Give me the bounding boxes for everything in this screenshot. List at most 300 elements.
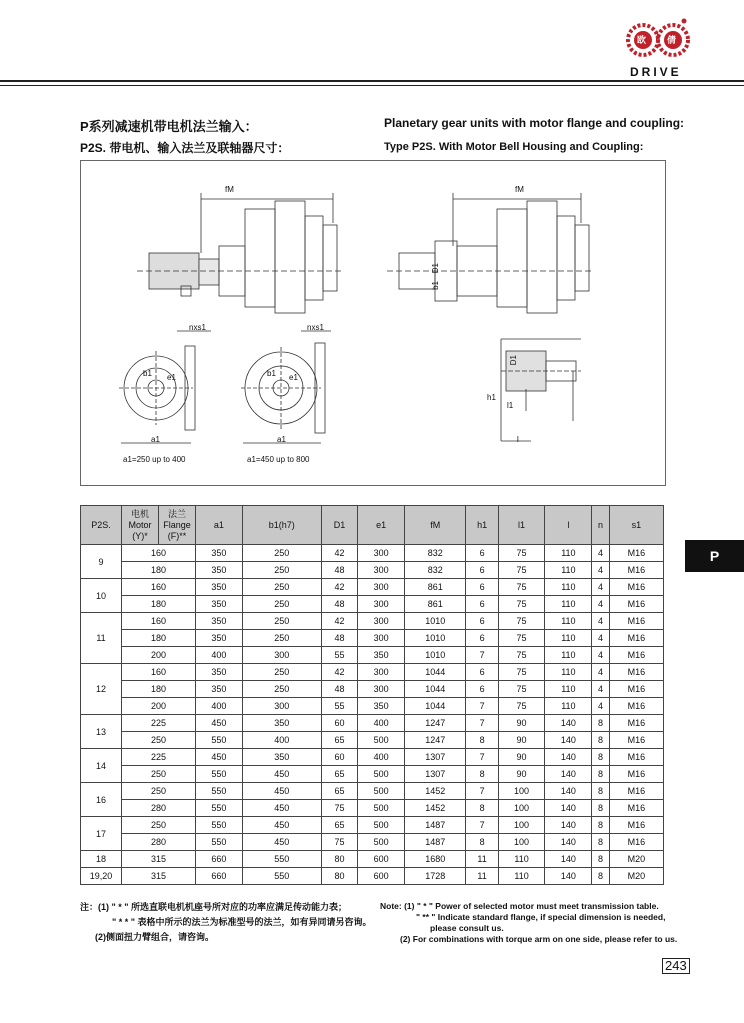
header-flange-cn: 法兰: [167, 508, 186, 519]
cell-motor: 250: [122, 732, 196, 749]
cell-s1: M16: [609, 749, 663, 766]
dim-D1-detail: D1: [509, 355, 518, 366]
cell-l1: 100: [498, 800, 545, 817]
cell-motor: 315: [122, 868, 196, 885]
cell-e1: 500: [358, 732, 405, 749]
cell-h1: 8: [466, 732, 498, 749]
section-tab: P: [685, 540, 744, 572]
cell-s1: M16: [609, 732, 663, 749]
cell-size: 13: [81, 715, 122, 749]
caption-large-flange: a1=450 up to 800: [247, 455, 310, 464]
cell-D1: 42: [321, 545, 358, 562]
cell-l: 140: [545, 834, 592, 851]
header-s1: s1: [609, 506, 663, 545]
cell-h1: 8: [466, 834, 498, 851]
logo-badge-right: 倩: [667, 35, 677, 45]
cell-n: 8: [592, 732, 610, 749]
cell-fM: 832: [405, 545, 466, 562]
cell-motor: 180: [122, 596, 196, 613]
cell-b1: 450: [242, 800, 321, 817]
cell-fM: 861: [405, 596, 466, 613]
cell-a1: 350: [196, 596, 243, 613]
cell-D1: 48: [321, 562, 358, 579]
cell-e1: 500: [358, 783, 405, 800]
note-en-3: please consult us.: [430, 923, 504, 933]
cell-l: 110: [545, 698, 592, 715]
right-assembly-drawing: [387, 193, 593, 313]
cell-a1: 550: [196, 817, 243, 834]
cell-s1: M16: [609, 664, 663, 681]
cell-fM: 1010: [405, 647, 466, 664]
cell-a1: 400: [196, 647, 243, 664]
drawing-figure: [80, 160, 666, 486]
cell-e1: 500: [358, 800, 405, 817]
cell-a1: 550: [196, 800, 243, 817]
cell-l1: 75: [498, 647, 545, 664]
brand-logo: [626, 14, 690, 66]
header-rule-bottom: [0, 85, 744, 86]
cell-h1: 7: [466, 698, 498, 715]
table-row: [81, 664, 664, 681]
cell-D1: 60: [321, 715, 358, 732]
cell-motor: 160: [122, 613, 196, 630]
cell-motor: 180: [122, 630, 196, 647]
cell-h1: 6: [466, 562, 498, 579]
cell-e1: 500: [358, 834, 405, 851]
cell-l: 110: [545, 579, 592, 596]
cell-b1: 250: [242, 562, 321, 579]
cell-n: 4: [592, 562, 610, 579]
cell-b1: 250: [242, 545, 321, 562]
header-l: l: [545, 506, 592, 545]
cell-h1: 7: [466, 817, 498, 834]
cell-size: 18: [81, 851, 122, 868]
cell-n: 8: [592, 834, 610, 851]
cell-l: 140: [545, 766, 592, 783]
cell-b1: 250: [242, 681, 321, 698]
cell-h1: 11: [466, 868, 498, 885]
cell-h1: 7: [466, 715, 498, 732]
cell-fM: 1247: [405, 732, 466, 749]
cell-n: 8: [592, 800, 610, 817]
cell-h1: 6: [466, 545, 498, 562]
cell-l: 140: [545, 800, 592, 817]
cell-e1: 300: [358, 596, 405, 613]
cell-l1: 100: [498, 783, 545, 800]
cell-fM: 1307: [405, 749, 466, 766]
table-row: [81, 562, 664, 579]
dim-a1-left: a1: [151, 435, 160, 444]
table-row: [81, 698, 664, 715]
cell-D1: 65: [321, 783, 358, 800]
cell-a1: 450: [196, 749, 243, 766]
cell-b1: 450: [242, 783, 321, 800]
cell-l1: 75: [498, 579, 545, 596]
note-en-1: Note: (1) " * " Power of selected motor must meet transmission table.: [380, 901, 659, 911]
cell-l1: 75: [498, 545, 545, 562]
cell-fM: 1452: [405, 783, 466, 800]
table-row: [81, 783, 664, 800]
cell-l: 110: [545, 545, 592, 562]
subtitle-cn: P2S. 带电机、输入法兰及联轴器尺寸：: [80, 141, 290, 155]
header-n: n: [592, 506, 610, 545]
cell-motor: 280: [122, 834, 196, 851]
cell-h1: 8: [466, 800, 498, 817]
cell-a1: 350: [196, 579, 243, 596]
cell-b1: 300: [242, 698, 321, 715]
left-assembly-drawing: [137, 193, 343, 313]
dim-b1-right: b1: [267, 369, 276, 378]
cell-D1: 48: [321, 630, 358, 647]
header-a1: a1: [196, 506, 243, 545]
cell-h1: 6: [466, 613, 498, 630]
cell-a1: 350: [196, 613, 243, 630]
dim-h1-detail: h1: [487, 393, 496, 402]
cell-n: 8: [592, 851, 610, 868]
table-row: [81, 868, 664, 885]
technical-drawing: [81, 161, 665, 485]
header-D1: D1: [321, 506, 358, 545]
cell-e1: 500: [358, 766, 405, 783]
cell-e1: 350: [358, 698, 405, 715]
cell-fM: 1247: [405, 715, 466, 732]
cell-s1: M16: [609, 630, 663, 647]
cell-D1: 55: [321, 698, 358, 715]
dim-D1-motor: D1: [431, 263, 440, 274]
cell-l: 110: [545, 596, 592, 613]
cell-s1: M16: [609, 715, 663, 732]
cell-h1: 11: [466, 851, 498, 868]
dim-nxs1-left: nxs1: [189, 323, 206, 332]
brand-text: DRIVE: [630, 65, 682, 79]
cell-D1: 42: [321, 664, 358, 681]
cell-motor: 180: [122, 562, 196, 579]
cell-l1: 110: [498, 851, 545, 868]
cell-a1: 550: [196, 834, 243, 851]
cell-motor: 160: [122, 545, 196, 562]
cell-size: 14: [81, 749, 122, 783]
cell-fM: 1728: [405, 868, 466, 885]
cell-s1: M16: [609, 579, 663, 596]
cell-e1: 300: [358, 613, 405, 630]
cell-l: 140: [545, 817, 592, 834]
cell-D1: 55: [321, 647, 358, 664]
cell-fM: 1044: [405, 698, 466, 715]
cell-l1: 90: [498, 715, 545, 732]
cell-s1: M16: [609, 834, 663, 851]
cell-D1: 48: [321, 681, 358, 698]
cell-e1: 600: [358, 851, 405, 868]
cell-n: 8: [592, 783, 610, 800]
table-row: [81, 732, 664, 749]
dim-nxs1-right: nxs1: [307, 323, 324, 332]
cell-s1: M16: [609, 681, 663, 698]
cell-b1: 250: [242, 664, 321, 681]
cell-size: 10: [81, 579, 122, 613]
cell-h1: 7: [466, 783, 498, 800]
cell-fM: 832: [405, 562, 466, 579]
cell-D1: 65: [321, 766, 358, 783]
cell-l1: 75: [498, 698, 545, 715]
cell-size: 11: [81, 613, 122, 664]
cell-b1: 350: [242, 715, 321, 732]
cell-fM: 1044: [405, 681, 466, 698]
cell-n: 4: [592, 596, 610, 613]
cell-size: 19,20: [81, 868, 122, 885]
table-row: [81, 834, 664, 851]
cell-b1: 250: [242, 630, 321, 647]
header-flange-sub: (F)**: [167, 530, 187, 541]
cell-b1: 450: [242, 834, 321, 851]
dim-fM-left: fM: [225, 185, 234, 194]
table-row: [81, 851, 664, 868]
cell-D1: 80: [321, 868, 358, 885]
cell-a1: 550: [196, 783, 243, 800]
table-row: [81, 766, 664, 783]
cell-size: 12: [81, 664, 122, 715]
dim-l-detail: l: [517, 435, 519, 444]
cell-l: 110: [545, 562, 592, 579]
dim-l1-detail: l1: [507, 401, 514, 410]
cell-n: 4: [592, 664, 610, 681]
dim-b1-left: b1: [143, 369, 152, 378]
cell-h1: 6: [466, 681, 498, 698]
header-motor: [122, 506, 159, 545]
cell-n: 4: [592, 579, 610, 596]
cell-b1: 450: [242, 766, 321, 783]
note-en-4: (2) For combinations with torque arm on one side, please refer to us.: [400, 934, 678, 944]
cell-e1: 400: [358, 715, 405, 732]
cell-s1: M20: [609, 851, 663, 868]
note-cn-3: (2)侧面扭力臂组合，请咨询。: [95, 932, 215, 942]
cell-l: 140: [545, 732, 592, 749]
cell-a1: 660: [196, 851, 243, 868]
cell-b1: 450: [242, 817, 321, 834]
header-rule-top: [0, 80, 744, 82]
title-cn: P系列减速机带电机法兰输入：: [80, 119, 258, 134]
cell-n: 8: [592, 766, 610, 783]
cell-D1: 42: [321, 579, 358, 596]
cell-n: 4: [592, 613, 610, 630]
cell-n: 8: [592, 817, 610, 834]
cell-n: 4: [592, 630, 610, 647]
dim-a1-right: a1: [277, 435, 286, 444]
cell-fM: 1487: [405, 834, 466, 851]
note-cn-1: 注：(1) " * " 所选直联电机机座号所对应的功率应满足传动能力表；: [80, 902, 348, 912]
cell-l: 140: [545, 715, 592, 732]
cell-h1: 6: [466, 579, 498, 596]
cell-size: 17: [81, 817, 122, 851]
flange-view-small: [119, 331, 211, 443]
cell-l1: 90: [498, 749, 545, 766]
header-flange: [159, 506, 196, 545]
dim-e1-left: e1: [167, 373, 176, 382]
dim-fM-right: fM: [515, 185, 524, 194]
cell-motor: 160: [122, 579, 196, 596]
cell-motor: 250: [122, 783, 196, 800]
cell-l: 140: [545, 749, 592, 766]
dim-e1-right: e1: [289, 373, 298, 382]
header-fM: fM: [405, 506, 466, 545]
cell-motor: 160: [122, 664, 196, 681]
cell-s1: M16: [609, 766, 663, 783]
cell-h1: 6: [466, 664, 498, 681]
table-row: [81, 596, 664, 613]
header-motor-cn: 电机: [130, 508, 149, 519]
cell-e1: 300: [358, 681, 405, 698]
cell-a1: 400: [196, 698, 243, 715]
cell-motor: 225: [122, 749, 196, 766]
cell-e1: 400: [358, 749, 405, 766]
cell-motor: 200: [122, 647, 196, 664]
cell-e1: 350: [358, 647, 405, 664]
cell-fM: 1680: [405, 851, 466, 868]
cell-e1: 600: [358, 868, 405, 885]
cell-l1: 75: [498, 681, 545, 698]
cell-l: 140: [545, 783, 592, 800]
cell-e1: 300: [358, 630, 405, 647]
cell-fM: 1452: [405, 800, 466, 817]
cell-l1: 110: [498, 868, 545, 885]
cell-l: 140: [545, 868, 592, 885]
cell-motor: 250: [122, 817, 196, 834]
table-row: [81, 800, 664, 817]
cell-l: 110: [545, 647, 592, 664]
dimension-table: [80, 505, 664, 885]
cell-s1: M16: [609, 613, 663, 630]
cell-b1: 250: [242, 579, 321, 596]
header-h1: h1: [466, 506, 498, 545]
cell-fM: 1307: [405, 766, 466, 783]
cell-l: 140: [545, 851, 592, 868]
cell-fM: 1010: [405, 630, 466, 647]
cell-s1: M16: [609, 647, 663, 664]
cell-e1: 300: [358, 664, 405, 681]
table-row: [81, 681, 664, 698]
table-row: [81, 817, 664, 834]
cell-n: 4: [592, 545, 610, 562]
cell-motor: 315: [122, 851, 196, 868]
cell-b1: 300: [242, 647, 321, 664]
note-cn-2: " * * " 表格中所示的法兰为标准型号的法兰，如有异同请另咨询。: [112, 917, 372, 927]
cell-b1: 350: [242, 749, 321, 766]
cell-l1: 90: [498, 766, 545, 783]
cell-l1: 100: [498, 834, 545, 851]
cell-s1: M16: [609, 817, 663, 834]
cell-s1: M16: [609, 698, 663, 715]
cell-l1: 75: [498, 596, 545, 613]
cell-fM: 861: [405, 579, 466, 596]
logo-badge-left: 欧: [637, 35, 647, 45]
cell-s1: M20: [609, 868, 663, 885]
cell-l: 110: [545, 681, 592, 698]
cell-a1: 550: [196, 766, 243, 783]
cell-a1: 350: [196, 562, 243, 579]
cell-h1: 6: [466, 596, 498, 613]
cell-s1: M16: [609, 800, 663, 817]
table-row: [81, 545, 664, 562]
cell-e1: 300: [358, 562, 405, 579]
cell-n: 8: [592, 868, 610, 885]
table-row: [81, 749, 664, 766]
cell-n: 8: [592, 715, 610, 732]
cell-D1: 60: [321, 749, 358, 766]
header-motor-en: Motor: [128, 519, 152, 530]
cell-a1: 450: [196, 715, 243, 732]
cell-e1: 500: [358, 817, 405, 834]
cell-l1: 75: [498, 613, 545, 630]
cell-n: 4: [592, 698, 610, 715]
table-header-row: [81, 506, 664, 545]
cell-h1: 8: [466, 766, 498, 783]
header-b1: b1(h7): [242, 506, 321, 545]
cell-motor: 250: [122, 766, 196, 783]
cell-s1: M16: [609, 562, 663, 579]
cell-h1: 7: [466, 647, 498, 664]
header-motor-sub: (Y)*: [132, 530, 148, 541]
dim-b1-motor: b1: [431, 281, 440, 290]
cell-fM: 1010: [405, 613, 466, 630]
cell-a1: 660: [196, 868, 243, 885]
table-row: [81, 647, 664, 664]
cell-l: 110: [545, 664, 592, 681]
flange-view-large: [241, 331, 331, 443]
cell-a1: 350: [196, 630, 243, 647]
caption-small-flange: a1=250 up to 400: [123, 455, 186, 464]
cell-size: 9: [81, 545, 122, 579]
cell-motor: 225: [122, 715, 196, 732]
table-row: [81, 579, 664, 596]
table-row: [81, 715, 664, 732]
cell-size: 16: [81, 783, 122, 817]
cell-l1: 90: [498, 732, 545, 749]
cell-b1: 250: [242, 596, 321, 613]
note-en-2: " ** " Indicate standard flange, if special dimension is needed,: [416, 912, 666, 922]
cell-fM: 1487: [405, 817, 466, 834]
cell-motor: 200: [122, 698, 196, 715]
cell-s1: M16: [609, 596, 663, 613]
cell-motor: 280: [122, 800, 196, 817]
cell-l: 110: [545, 613, 592, 630]
cell-n: 8: [592, 749, 610, 766]
cell-fM: 1044: [405, 664, 466, 681]
cell-a1: 350: [196, 545, 243, 562]
cell-D1: 65: [321, 817, 358, 834]
cell-b1: 550: [242, 851, 321, 868]
cell-b1: 250: [242, 613, 321, 630]
cell-n: 4: [592, 681, 610, 698]
cell-l1: 75: [498, 630, 545, 647]
table-row: [81, 613, 664, 630]
page-number: 243: [662, 958, 690, 974]
cell-a1: 350: [196, 681, 243, 698]
cell-h1: 6: [466, 630, 498, 647]
cell-s1: M16: [609, 545, 663, 562]
header-e1: e1: [358, 506, 405, 545]
cell-D1: 75: [321, 834, 358, 851]
cell-D1: 75: [321, 800, 358, 817]
cell-l1: 75: [498, 664, 545, 681]
cell-D1: 48: [321, 596, 358, 613]
header-flange-en: Flange: [163, 519, 191, 530]
title-en: Planetary gear units with motor flange and coupling:: [384, 116, 685, 130]
header-l1: l1: [498, 506, 545, 545]
cell-motor: 180: [122, 681, 196, 698]
cell-e1: 300: [358, 545, 405, 562]
cell-D1: 42: [321, 613, 358, 630]
header-size: P2S.: [81, 506, 122, 545]
table-row: [81, 630, 664, 647]
